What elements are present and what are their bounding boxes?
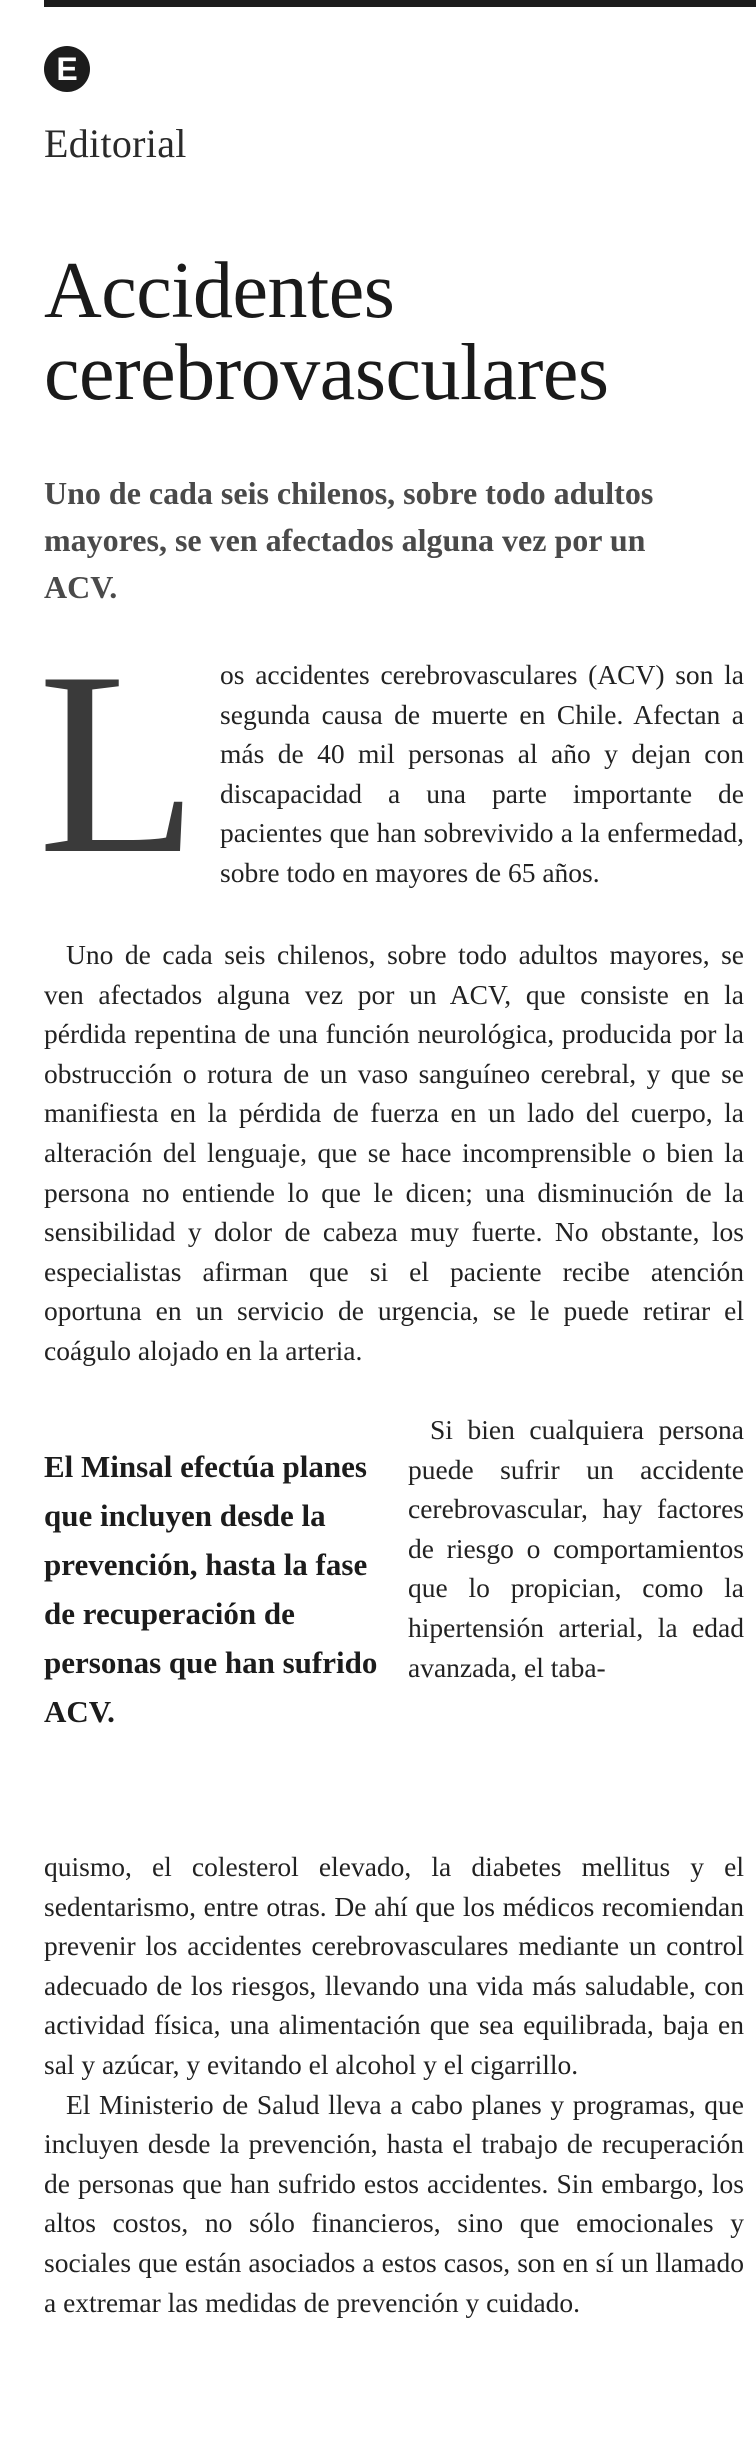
paragraph-2-block bbox=[44, 935, 744, 1371]
paragraph-3-column bbox=[408, 1410, 744, 1687]
paragraph-3-start: Si bien cualquiera persona puede sufrir un accidente cerebrovascular, hay factores de riesgo o comportamientos que lo propician, como la hipertensión arterial, la edad avanzada, el taba- bbox=[408, 1414, 744, 1683]
lead-paragraph bbox=[38, 618, 744, 908]
paragraph-2: Uno de cada seis chilenos, sobre todo adultos mayores, se ven afectados alguna vez por un ACV, que consiste en la pérdida repentina de una función neurológica, producida por la obstrucción o rotura de un vaso sanguíneo cerebral, y que se manifiesta en la pérdida de fuerza en un lado del cuerpo, la alteración del lenguaje, que se hace incomprensible o bien la persona no entiende lo que le dicen; una disminución de la sensibilidad y dolor de cabeza muy fuerte. No obstante, los especialistas afirman que si el paciente recibe atención oportuna en un servicio de urgencia, se le puede retirar el coágulo alojado en la arteria. bbox=[44, 939, 744, 1366]
paragraph-4: El Ministerio de Salud lleva a cabo planes y programas, que incluyen desde la prevención, hasta el trabajo de recuperación de personas que han sufrido estos accidentes. Sin embargo, los altos costos, no sólo financieros, sino que emocionales y sociales que están asociados a estos casos, son en sí un llamado a extremar las medidas de prevención y cuidado. bbox=[44, 2088, 744, 2318]
pull-quote: El Minsal efectúa planes que incluyen desde la prevención, hasta la fase de recuperación de personas que han sufrido ACV. bbox=[44, 1449, 378, 1729]
subheadline: Uno de cada seis chilenos, sobre todo adultos mayores, se ven afectados alguna vez por un ACV. bbox=[44, 475, 654, 605]
section-label: Editorial bbox=[44, 121, 187, 166]
paragraph-lower-block bbox=[44, 1847, 744, 2322]
paragraph-3-end: quismo, el colesterol elevado, la diabetes mellitus y el sedentarismo, entre otras. De ahí que los médicos recomiendan prevenir los accidentes cerebrovasculares mediante un control adecuado de los riesgos, llevando una vida más saludable, con actividad física, una alimentación que sea equilibrada, baja en sal y azúcar, y evitando el alcohol y el cigarrillo. bbox=[44, 1851, 744, 2080]
top-rule bbox=[44, 0, 756, 7]
section-badge-icon: E bbox=[44, 46, 90, 92]
lead-text: os accidentes cerebrovasculares (ACV) son la segunda causa de muerte en Chile. Afectan a más de 40 mil personas al año y dejan con discapacidad a una parte importante de pacientes que han sobrevivido a la enfermedad, sobre todo en mayores de 65 años. bbox=[220, 659, 744, 888]
drop-cap: L bbox=[38, 618, 199, 908]
headline: Accidentes cerebrovasculares bbox=[44, 247, 609, 417]
